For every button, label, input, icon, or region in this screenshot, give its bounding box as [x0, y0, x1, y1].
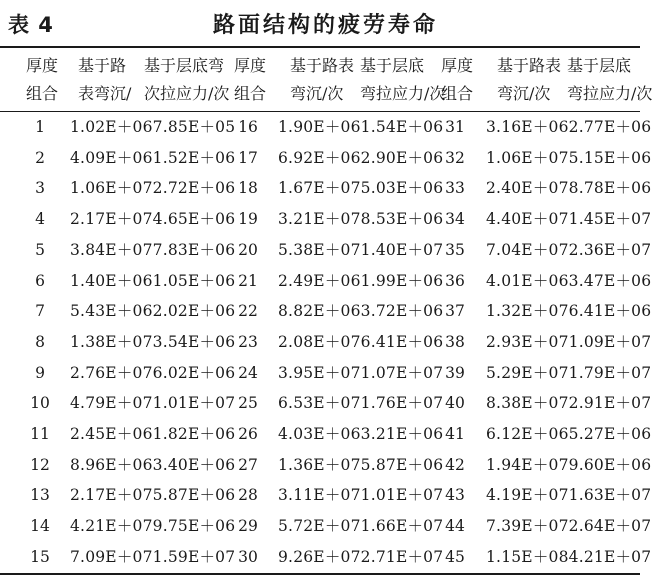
combination-id: 16: [238, 118, 258, 136]
header-id-group2-line1: 厚度: [233, 56, 266, 75]
table-row: [0, 450, 652, 481]
combination-id: 20: [238, 240, 258, 259]
combination-id: 30: [238, 547, 258, 566]
fatigue-life-values: 4.09E＋061.52E＋06: [70, 148, 236, 167]
header-v2-group1-line1: 基于层底弯: [144, 56, 225, 75]
fatigue-life-values: 1.06E＋075.15E＋06: [486, 148, 652, 167]
combination-id: 17: [238, 148, 258, 167]
table-row: [0, 266, 652, 297]
fatigue-life-values: 3.95E＋071.07E＋07: [278, 363, 444, 382]
table-row: [0, 542, 652, 573]
combination-id: 11: [30, 425, 50, 443]
fatigue-life-values: 1.90E＋061.54E＋06: [278, 118, 444, 136]
fatigue-life-values: 5.38E＋071.40E＋07: [278, 240, 444, 259]
table-row: [0, 419, 652, 450]
fatigue-life-values: 4.21E＋079.75E＋06: [70, 517, 236, 536]
table-row: [0, 173, 652, 204]
combination-id: 36: [445, 271, 465, 290]
header-id-group1-line2: 组合: [25, 84, 58, 103]
combination-id: 15: [30, 547, 50, 566]
fatigue-life-values: 3.11E＋071.01E＋07: [278, 486, 444, 505]
header-id-group2-line2: 组合: [233, 84, 266, 103]
header-id-group3-line2: 组合: [440, 84, 473, 103]
fatigue-life-values: 4.40E＋071.45E＋07: [486, 210, 652, 229]
combination-id: 19: [238, 210, 258, 229]
header-v1-group3-line1: 基于路表: [497, 56, 562, 75]
combination-id: 42: [445, 455, 465, 474]
combination-id: 25: [238, 394, 258, 413]
table-row: [0, 511, 652, 542]
fatigue-life-values: 2.17E＋074.65E＋06: [70, 210, 236, 229]
fatigue-life-values: 1.06E＋072.72E＋06: [70, 179, 236, 198]
header-id-group1-line1: 厚度: [25, 56, 58, 75]
header-v1-group1-line2: 表弯沉/: [78, 84, 132, 103]
fatigue-life-values: 1.40E＋061.05E＋06: [70, 271, 236, 290]
table-header: [0, 48, 652, 111]
combination-id: 4: [35, 210, 45, 229]
table-row: [0, 358, 652, 389]
header-v1-group1-line1: 基于路: [78, 56, 127, 75]
fatigue-life-values: 5.43E＋062.02E＋06: [70, 302, 236, 321]
combination-id: 18: [238, 179, 258, 198]
header-v2-group2-line2: 弯拉应力/次: [360, 84, 446, 103]
table-title: 路面结构的疲劳寿命: [213, 13, 439, 38]
combination-id: 29: [238, 517, 258, 536]
combination-id: 38: [445, 332, 465, 351]
table-row: [0, 327, 652, 358]
fatigue-life-values: 7.09E＋071.59E＋07: [70, 547, 236, 566]
combination-id: 44: [445, 517, 465, 536]
fatigue-life-values: 2.40E＋078.78E＋06: [486, 179, 652, 198]
combination-id: 28: [238, 486, 258, 505]
combination-id: 1: [35, 118, 45, 136]
fatigue-life-values: 7.04E＋072.36E＋07: [486, 240, 652, 259]
combination-id: 10: [30, 394, 50, 413]
combination-id: 14: [30, 517, 50, 536]
combination-id: 26: [238, 425, 258, 443]
combination-id: 31: [445, 118, 465, 136]
fatigue-life-values: 4.01E＋063.47E＋06: [486, 271, 652, 290]
combination-id: 13: [30, 486, 50, 505]
table-row: [0, 112, 652, 143]
fatigue-life-values: 6.53E＋071.76E＋07: [278, 394, 444, 413]
fatigue-life-values: 3.16E＋062.77E＋06: [486, 118, 652, 136]
combination-id: 24: [238, 363, 258, 382]
combination-id: 43: [445, 486, 465, 505]
fatigue-life-values: 3.21E＋078.53E＋06: [278, 210, 444, 229]
combination-id: 3: [35, 179, 45, 198]
fatigue-life-values: 1.15E＋084.21E＋07: [486, 547, 652, 566]
combination-id: 37: [445, 302, 465, 321]
combination-id: 41: [445, 425, 465, 443]
header-v2-group1-line2: 次拉应力/次: [144, 84, 230, 103]
combination-id: 8: [35, 332, 45, 351]
combination-id: 35: [445, 240, 465, 259]
table-row: [0, 235, 652, 266]
fatigue-life-values: 5.29E＋071.79E＋07: [486, 363, 652, 382]
combination-id: 45: [445, 547, 465, 566]
table-row: [0, 388, 652, 419]
fatigue-life-values: 1.02E＋067.85E＋05: [70, 118, 236, 136]
header-v2-group2-line1: 基于层底: [360, 56, 425, 75]
fatigue-life-values: 1.36E＋075.87E＋06: [278, 455, 444, 474]
header-v2-group3-line2: 弯拉应力/次: [567, 84, 652, 103]
fatigue-life-values: 2.17E＋075.87E＋06: [70, 486, 236, 505]
fatigue-life-values: 1.32E＋076.41E＋06: [486, 302, 652, 321]
header-id-group3-line1: 厚度: [440, 56, 473, 75]
combination-id: 12: [30, 455, 50, 474]
fatigue-life-values: 3.84E＋077.83E＋06: [70, 240, 236, 259]
table-row: [0, 204, 652, 235]
fatigue-life-values: 1.67E＋075.03E＋06: [278, 179, 444, 198]
combination-id: 39: [445, 363, 465, 382]
combination-id: 9: [35, 363, 45, 382]
fatigue-life-values: 6.92E＋062.90E＋06: [278, 148, 444, 167]
combination-id: 40: [445, 394, 465, 413]
fatigue-life-values: 4.03E＋063.21E＋06: [278, 425, 444, 443]
table-caption: [0, 0, 640, 46]
fatigue-life-values: 4.19E＋071.63E＋07: [486, 486, 652, 505]
header-v1-group2-line2: 弯沉/次: [290, 84, 344, 103]
combination-id: 34: [445, 210, 465, 229]
fatigue-life-values: 2.76E＋076.02E＋06: [70, 363, 236, 382]
fatigue-life-values: 8.96E＋063.40E＋06: [70, 455, 236, 474]
combination-id: 7: [35, 302, 45, 321]
combination-id: 27: [238, 455, 258, 474]
fatigue-life-values: 4.79E＋071.01E＋07: [70, 394, 236, 413]
fatigue-life-values: 2.93E＋071.09E＋07: [486, 332, 652, 351]
combination-id: 23: [238, 332, 258, 351]
combination-id: 33: [445, 179, 465, 198]
combination-id: 22: [238, 302, 258, 321]
combination-id: 21: [238, 271, 258, 290]
fatigue-life-values: 1.38E＋073.54E＋06: [70, 332, 236, 351]
fatigue-life-values: 2.45E＋061.82E＋06: [70, 425, 236, 443]
table-number: 表 4: [8, 13, 54, 37]
table-row: [0, 480, 652, 511]
combination-id: 32: [445, 148, 465, 167]
fatigue-life-values: 7.39E＋072.64E＋07: [486, 517, 652, 536]
fatigue-life-values: 5.72E＋071.66E＋07: [278, 517, 444, 536]
header-v2-group3-line1: 基于层底: [567, 56, 632, 75]
fatigue-life-values: 1.94E＋079.60E＋06: [486, 455, 652, 474]
combination-id: 6: [35, 271, 45, 290]
bottom-rule: [0, 573, 640, 575]
fatigue-life-values: 6.12E＋065.27E＋06: [486, 425, 652, 443]
header-v1-group3-line2: 弯沉/次: [497, 84, 551, 103]
fatigue-life-values: 2.08E＋076.41E＋06: [278, 332, 444, 351]
combination-id: 2: [35, 148, 45, 167]
table-row: [0, 296, 652, 327]
fatigue-life-values: 8.82E＋063.72E＋06: [278, 302, 444, 321]
table-row: [0, 143, 652, 174]
combination-id: 5: [35, 240, 45, 259]
fatigue-life-values: 8.38E＋072.91E＋07: [486, 394, 652, 413]
fatigue-life-values: 9.26E＋072.71E＋07: [278, 547, 444, 566]
fatigue-life-values: 2.49E＋061.99E＋06: [278, 271, 444, 290]
header-v1-group2-line1: 基于路表: [290, 56, 355, 75]
